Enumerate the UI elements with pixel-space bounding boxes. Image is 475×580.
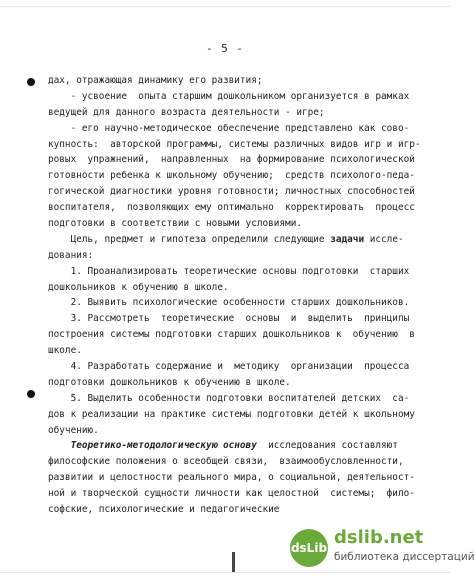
text-segment: - усвоение опыта старшим дошкольником организуется в рамках [48, 90, 410, 102]
page-number: - 5 - [205, 42, 245, 55]
text-segment: развитии и целостности реального мира, о социальной, деятельност- [48, 472, 415, 484]
text-line [48, 327, 420, 343]
text-line [48, 232, 420, 248]
text-line [48, 89, 420, 105]
watermark [290, 527, 475, 572]
scan-mark [232, 552, 235, 572]
text-segment: дошкольников к обучению в школе. [48, 281, 229, 293]
watermark-subtitle: библиотека диссертаций [334, 551, 475, 563]
text-line [48, 216, 420, 232]
text-line [48, 407, 420, 423]
text-segment: Цель, предмет и гипотеза определили следующие [48, 233, 331, 245]
text-segment: 5. Выделить особенности подготовки воспитателей детских са- [48, 392, 410, 404]
text-segment: школе. [48, 345, 82, 357]
text-line [48, 502, 420, 518]
scan-artifact-line [0, 6, 450, 7]
text-segment [48, 440, 71, 451]
text-line [48, 264, 420, 280]
text-line [48, 73, 420, 89]
text-line [48, 105, 420, 121]
text-segment: гогической диагностики уровня готовности; личностных способностей [48, 186, 415, 198]
watermark-brand: dslib.net [334, 527, 424, 548]
punch-hole-mark [27, 78, 35, 86]
text-line [48, 137, 420, 153]
text-line [48, 470, 420, 486]
text-segment: подготовки в соответствии с новыми условиями. [48, 218, 302, 230]
watermark-logo: dsLib [290, 529, 328, 567]
text-segment: философские положения о всеобщей связи, взаимообусловленности, [48, 456, 404, 468]
text-line [48, 359, 420, 375]
text-line [48, 311, 420, 327]
text-segment: 3. Рассмотреть теоретические основы и выделить принципы [48, 313, 410, 325]
text-segment: - его научно-методическое обеспечение представлено как сово- [48, 122, 410, 134]
text-line [48, 343, 420, 359]
text-line [48, 168, 420, 184]
text-line [48, 152, 420, 168]
text-line [48, 375, 420, 391]
text-line [48, 200, 420, 216]
text-segment: купность: авторской программы, системы различных видов игр и игр- [48, 138, 421, 150]
text-segment: готовности ребенка к школьному обучению; средств психолого-педа- [48, 170, 415, 182]
emphasis-text: задачи [330, 233, 365, 245]
document-body [48, 73, 420, 518]
text-line [48, 248, 420, 264]
text-segment: воспитателя, позволяющих ему оптимально корректировать процесс [48, 202, 415, 214]
text-segment: дования: [48, 249, 94, 261]
text-line [48, 486, 420, 502]
text-line [48, 295, 420, 311]
text-segment: 4. Разработать содержание и методику организации процесса [48, 361, 410, 373]
text-segment: дах, отражающая динамику его развития; [48, 75, 263, 86]
emphasis-text: Теоретико-методологическую основу [70, 440, 257, 452]
text-line [48, 423, 420, 439]
text-segment: софские, психологические и педагогические [48, 504, 280, 516]
text-segment: ной и творческой сущности личности как целостной системы; фило- [48, 488, 415, 500]
text-segment: иссле- [364, 233, 404, 245]
text-segment: исследования составляют [256, 440, 398, 452]
text-line [48, 121, 420, 137]
text-line [48, 438, 420, 454]
text-segment: 1. Проанализировать теоретические основы подготовки старших [48, 265, 410, 277]
text-segment: дов к реализации на практике системы подготовки детей к школьному [48, 408, 415, 420]
text-line [48, 454, 420, 470]
text-line [48, 280, 420, 296]
text-segment: ровых упражнений, направленных на формирование психологической [48, 154, 415, 166]
punch-hole-mark [27, 390, 35, 398]
text-line [48, 391, 420, 407]
text-segment: построения системы подготовки старших дошкольников к обучению в [48, 329, 415, 341]
text-segment: подготовки дошкольников к обучению в школе. [48, 376, 291, 388]
text-segment: обучению. [48, 424, 99, 436]
text-line [48, 184, 420, 200]
scan-artifact-line [0, 572, 450, 573]
text-segment: 2. Выявить психологические особенности старших дошкольников. [48, 297, 410, 309]
text-segment: ведущей для данного возраста деятельности - игре; [48, 106, 325, 118]
